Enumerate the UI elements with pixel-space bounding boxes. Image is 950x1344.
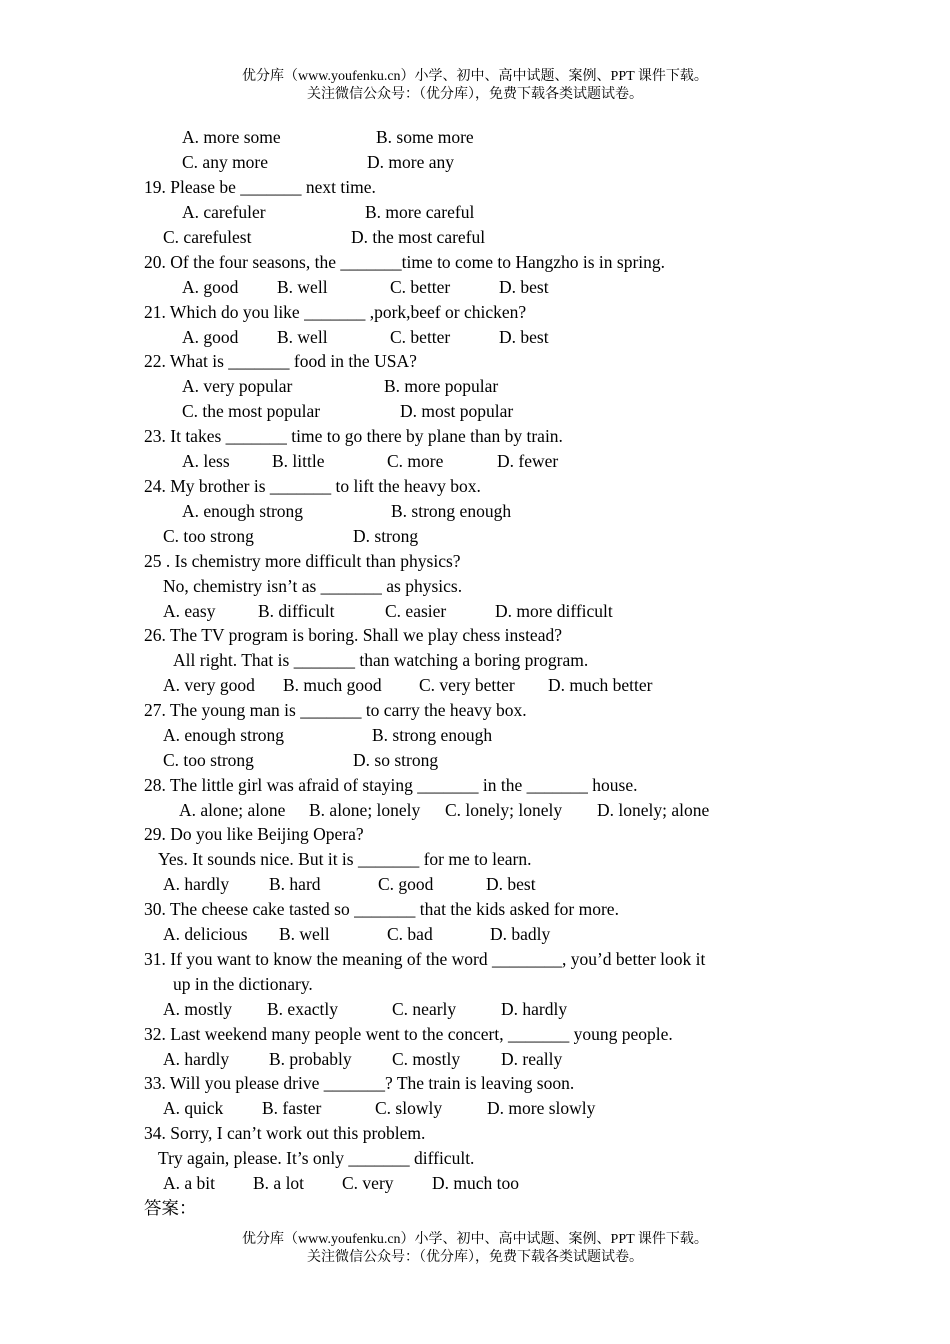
option-d: D. more slowly bbox=[487, 1098, 596, 1118]
option-c: C. bad bbox=[387, 924, 433, 944]
option-d: D. best bbox=[499, 277, 549, 297]
question-stem: 33. Will you please drive _______? The train is leaving soon. bbox=[144, 1073, 575, 1093]
option-a: A. easy bbox=[163, 601, 216, 621]
question-stem-continued: No, chemistry isn’t as _______ as physics. bbox=[163, 576, 463, 596]
option-c: C. very better bbox=[419, 675, 515, 695]
question-stem: 26. The TV program is boring. Shall we play chess instead? bbox=[144, 625, 562, 645]
question-stem: 30. The cheese cake tasted so _______ that the kids asked for more. bbox=[144, 899, 619, 919]
option-a: A. delicious bbox=[163, 924, 248, 944]
option-a: A. more some bbox=[182, 127, 281, 147]
option-d: D. lonely; alone bbox=[597, 800, 710, 820]
option-b: B. strong enough bbox=[372, 725, 493, 745]
option-b: B. faster bbox=[262, 1098, 322, 1118]
option-c: C. too strong bbox=[163, 526, 254, 546]
option-b: B. strong enough bbox=[391, 501, 512, 521]
option-c: C. good bbox=[378, 874, 434, 894]
question-stem: 32. Last weekend many people went to the concert, _______ young people. bbox=[144, 1024, 673, 1044]
option-d: D. fewer bbox=[497, 451, 559, 471]
option-a: A. alone; alone bbox=[179, 800, 286, 820]
option-d: D. so strong bbox=[353, 750, 439, 770]
option-d: D. badly bbox=[490, 924, 551, 944]
option-b: B. exactly bbox=[267, 999, 338, 1019]
option-c: C. carefulest bbox=[163, 227, 252, 247]
option-d: D. more difficult bbox=[495, 601, 613, 621]
question-stem: 23. It takes _______ time to go there by plane than by train. bbox=[144, 426, 563, 446]
question-stem: 20. Of the four seasons, the _______time to come to Hangzho is in spring. bbox=[144, 252, 666, 272]
option-a: A. hardly bbox=[163, 1049, 230, 1069]
option-d: D. more any bbox=[367, 152, 454, 172]
option-b: B. well bbox=[277, 277, 328, 297]
option-a: A. good bbox=[182, 277, 239, 297]
option-c: C. better bbox=[390, 277, 451, 297]
option-a: A. enough strong bbox=[182, 501, 304, 521]
option-d: D. best bbox=[499, 327, 549, 347]
option-c: C. easier bbox=[385, 601, 447, 621]
option-b: B. much good bbox=[283, 675, 382, 695]
option-b: B. more careful bbox=[365, 202, 475, 222]
question-stem: 29. Do you like Beijing Opera? bbox=[144, 824, 364, 844]
option-b: B. well bbox=[279, 924, 330, 944]
option-a: A. less bbox=[182, 451, 230, 471]
option-a: A. a bit bbox=[163, 1173, 216, 1193]
question-stem-continued: up in the dictionary. bbox=[173, 974, 313, 994]
option-b: B. more popular bbox=[384, 376, 499, 396]
option-c: C. lonely; lonely bbox=[445, 800, 563, 820]
option-d: D. most popular bbox=[400, 401, 514, 421]
option-d: D. hardly bbox=[501, 999, 568, 1019]
option-c: C. better bbox=[390, 327, 451, 347]
option-a: A. enough strong bbox=[163, 725, 285, 745]
option-c: C. mostly bbox=[392, 1049, 461, 1069]
option-c: C. too strong bbox=[163, 750, 254, 770]
page-header-line-1: 优分库（www.youfenku.cn）小学、初中、高中试题、案例、PPT 课件下载。 bbox=[242, 69, 708, 84]
option-c: C. more bbox=[387, 451, 444, 471]
option-d: D. much too bbox=[432, 1173, 520, 1193]
answer-label: 答案： bbox=[144, 1198, 197, 1218]
question-stem: 27. The young man is _______ to carry the heavy box. bbox=[144, 700, 527, 720]
option-b: B. little bbox=[272, 451, 325, 471]
option-c: C. any more bbox=[182, 152, 269, 172]
option-a: A. good bbox=[182, 327, 239, 347]
option-d: D. the most careful bbox=[351, 227, 486, 247]
option-a: A. mostly bbox=[163, 999, 233, 1019]
question-stem: 24. My brother is _______ to lift the heavy box. bbox=[144, 476, 481, 496]
page-footer-line-2: 关注微信公众号：（优分库），免费下载各类试题试卷。 bbox=[307, 1250, 643, 1265]
option-d: D. much better bbox=[548, 675, 653, 695]
question-stem-continued: Yes. It sounds nice. But it is _______ for me to learn. bbox=[158, 849, 532, 869]
option-b: B. some more bbox=[376, 127, 474, 147]
option-d: D. strong bbox=[353, 526, 419, 546]
option-c: C. nearly bbox=[392, 999, 457, 1019]
page-header-line-2: 关注微信公众号：（优分库），免费下载各类试题试卷。 bbox=[307, 87, 643, 102]
option-d: D. really bbox=[501, 1049, 563, 1069]
option-b: B. difficult bbox=[258, 601, 335, 621]
question-stem-continued: Try again, please. It’s only _______ difficult. bbox=[158, 1148, 475, 1168]
option-c: C. very bbox=[342, 1173, 394, 1193]
option-b: B. alone; lonely bbox=[309, 800, 421, 820]
question-stem: 25 . Is chemistry more difficult than physics? bbox=[144, 551, 461, 571]
option-b: B. well bbox=[277, 327, 328, 347]
question-stem: 19. Please be _______ next time. bbox=[144, 177, 376, 197]
question-stem: 28. The little girl was afraid of staying _______ in the _______ house. bbox=[144, 775, 638, 795]
question-stem: 21. Which do you like _______ ,pork,beef or chicken? bbox=[144, 302, 527, 322]
option-a: A. carefuler bbox=[182, 202, 266, 222]
option-c: C. the most popular bbox=[182, 401, 321, 421]
option-a: A. hardly bbox=[163, 874, 230, 894]
option-c: C. slowly bbox=[375, 1098, 443, 1118]
question-stem: 22. What is _______ food in the USA? bbox=[144, 351, 417, 371]
question-stem-continued: All right. That is _______ than watching a boring program. bbox=[173, 650, 589, 670]
option-a: A. quick bbox=[163, 1098, 224, 1118]
option-b: B. a lot bbox=[253, 1173, 305, 1193]
page-footer-line-1: 优分库（www.youfenku.cn）小学、初中、高中试题、案例、PPT 课件下载。 bbox=[242, 1232, 708, 1247]
question-stem: 34. Sorry, I can’t work out this problem. bbox=[144, 1123, 426, 1143]
option-a: A. very good bbox=[163, 675, 255, 695]
option-b: B. hard bbox=[269, 874, 321, 894]
question-stem: 31. If you want to know the meaning of the word ________, you’d better look it bbox=[144, 949, 706, 969]
option-a: A. very popular bbox=[182, 376, 293, 396]
option-d: D. best bbox=[486, 874, 536, 894]
option-b: B. probably bbox=[269, 1049, 352, 1069]
